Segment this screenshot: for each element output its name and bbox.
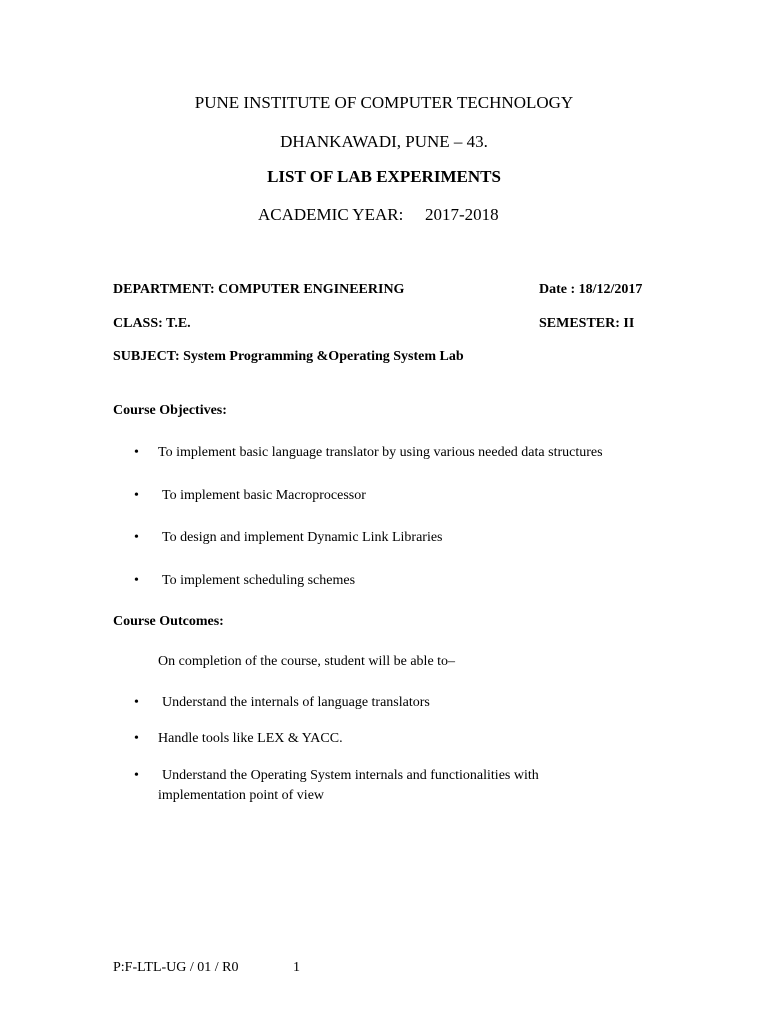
academic-year-label: ACADEMIC YEAR: — [258, 205, 404, 224]
list-item-text: Understand the Operating System internals and functionalities with — [162, 768, 539, 783]
bullet-icon: • — [134, 695, 139, 710]
footer-page-number: 1 — [293, 960, 300, 975]
bullet-icon: • — [134, 768, 139, 783]
outcomes-heading: Course Outcomes: — [113, 614, 224, 629]
list-item-text: To implement scheduling schemes — [162, 573, 356, 588]
list-item-text: Understand the internals of language translators — [162, 695, 430, 710]
institute-address: DHANKAWADI, PUNE – 43. — [280, 132, 488, 151]
list-item-text: To implement basic language translator by using various needed data structures — [158, 445, 603, 460]
bullet-icon: • — [134, 488, 139, 503]
bullet-icon: • — [134, 530, 139, 545]
list-item-text: To implement basic Macroprocessor — [162, 488, 366, 503]
academic-year-value: 2017-2018 — [425, 205, 499, 224]
bullet-icon: • — [134, 445, 139, 460]
list-item-text: Handle tools like LEX & YACC. — [158, 731, 343, 746]
subject-line: SUBJECT: System Programming &Operating System Lab — [113, 349, 464, 364]
bullet-icon: • — [134, 731, 139, 746]
document-title: LIST OF LAB EXPERIMENTS — [267, 167, 501, 186]
objectives-heading: Course Objectives: — [113, 403, 227, 418]
institute-name: PUNE INSTITUTE OF COMPUTER TECHNOLOGY — [194, 93, 574, 112]
list-item-text: To design and implement Dynamic Link Libraries — [162, 530, 443, 545]
class-line: CLASS: T.E. — [113, 316, 191, 331]
date-line: Date : 18/12/2017 — [539, 282, 643, 297]
outcomes-intro: On completion of the course, student will be able to– — [158, 654, 456, 669]
semester-line: SEMESTER: II — [539, 316, 635, 331]
bullet-icon: • — [134, 573, 139, 588]
list-item-text-continued: implementation point of view — [158, 788, 325, 803]
footer-doc-code: P:F-LTL-UG / 01 / R0 — [113, 960, 239, 975]
department-line: DEPARTMENT: COMPUTER ENGINEERING — [113, 282, 405, 297]
